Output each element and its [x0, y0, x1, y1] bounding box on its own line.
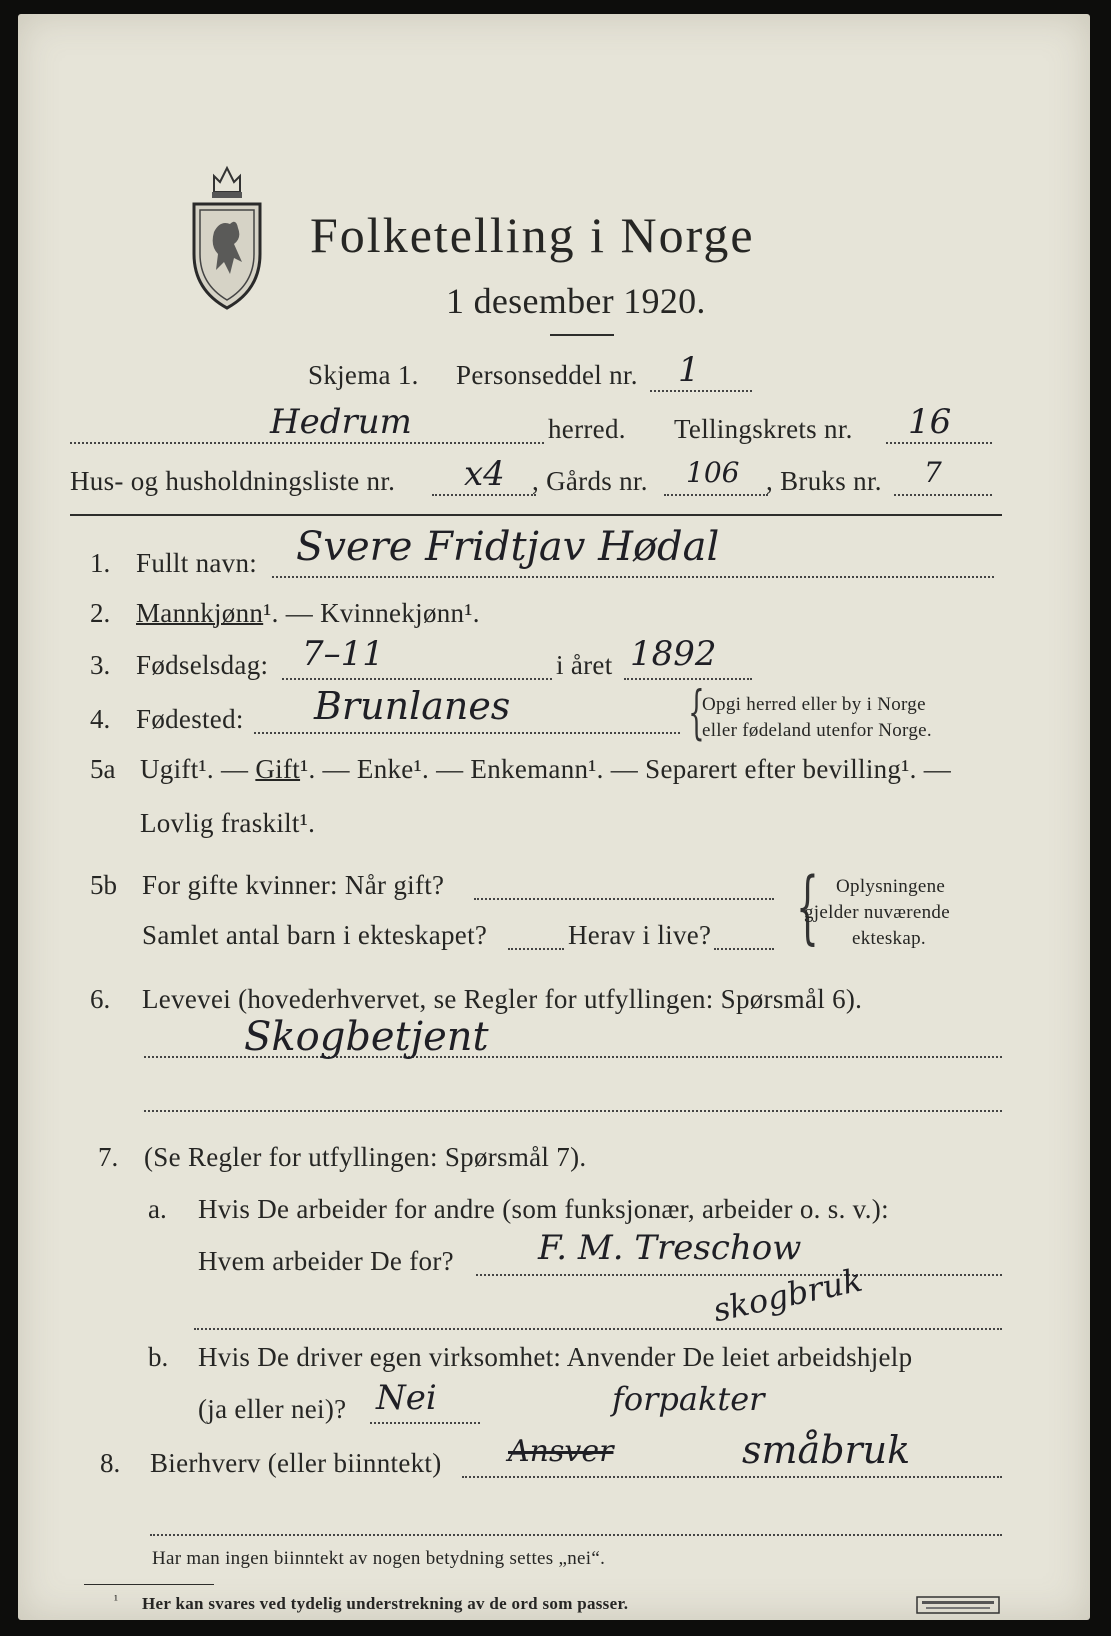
q4-brace: { [688, 678, 705, 746]
q3-number: 3. [90, 650, 111, 680]
q7b-value: Nei [376, 1378, 437, 1418]
q6-number: 6. [90, 984, 111, 1014]
herred-line [70, 442, 544, 444]
footer-note: Har man ingen biinntekt av nogen betydning settes „nei“. [152, 1548, 606, 1569]
q3-year-label: i året [556, 650, 613, 680]
q7-number: 7. [98, 1142, 119, 1172]
personseddel-label: Personseddel nr. [456, 360, 638, 390]
q7a-line-1 [476, 1274, 1002, 1276]
footnote-mark: ¹ [114, 1592, 119, 1607]
q8-value: småbruk [742, 1428, 911, 1472]
q4-note-1: Opgi herred eller by i Norge [702, 694, 926, 715]
q4-label: Fødested: [136, 704, 244, 734]
q7a-letter: a. [148, 1194, 167, 1224]
q5b-brace: { [795, 860, 819, 953]
title-divider [550, 334, 614, 336]
q6-label: Levevei (hovederhvervet, se Regler for utfyllingen: Spørsmål 6). [142, 984, 863, 1014]
hus-value: x4 [464, 454, 505, 494]
q7a-line-2 [194, 1328, 1002, 1330]
census-form [18, 14, 1090, 1620]
q7b-line [370, 1422, 480, 1424]
q8-label: Bierhverv (eller biinntekt) [150, 1448, 442, 1478]
q5a-line2: Lovlig fraskilt¹. [140, 808, 316, 838]
tellingskrets-line [886, 442, 992, 444]
gards-value: 106 [686, 456, 740, 489]
q1-number: 1. [90, 548, 111, 578]
q5b-note-2: gjelder nuværende [804, 902, 950, 923]
q6-value: Skogbetjent [244, 1014, 489, 1060]
census-date: 1 desember 1920. [446, 281, 706, 321]
q7-label: (Se Regler for utfyllingen: Spørsmål 7). [144, 1142, 587, 1172]
q2-number: 2. [90, 598, 111, 628]
tellingskrets-value: 16 [908, 402, 952, 442]
q7b-label-2: (ja eller nei)? [198, 1394, 347, 1424]
q3-line [282, 678, 552, 680]
q8-line-2 [150, 1534, 1002, 1536]
q7a-label-2: Hvem arbeider De for? [198, 1246, 454, 1276]
coat-of-arms-emblem [186, 162, 268, 312]
q2-end: ¹. [464, 598, 480, 628]
q2-female-option: Kvinnekjønn [320, 598, 465, 628]
printer-stamp-icon [916, 1596, 1000, 1614]
form-title: Folketelling i Norge [310, 207, 755, 263]
footnote-rule [84, 1584, 214, 1585]
q5a-number: 5a [90, 754, 116, 784]
q5b-note-3: ekteskap. [852, 928, 926, 949]
q4-number: 4. [90, 704, 111, 734]
q5b-line-1 [474, 898, 774, 900]
gards-label: , Gårds nr. [532, 466, 648, 496]
tellingskrets-label: Tellingskrets nr. [674, 414, 853, 444]
q5b-label-1: For gifte kvinner: Når gift? [142, 870, 445, 900]
q4-value: Brunlanes [314, 684, 511, 728]
q7a-label-1: Hvis De arbeider for andre (som funksjonær, arbeider o. s. v.): [198, 1194, 889, 1224]
q8-line [462, 1476, 1002, 1478]
herred-label: herred. [548, 414, 626, 444]
q4-note-2: eller fødeland utenfor Norge. [702, 720, 932, 741]
bruks-label: , Bruks nr. [766, 466, 882, 496]
footnote-text: Her kan svares ved tydelig understrekning av de ord som passer. [142, 1594, 629, 1613]
q1-line [272, 576, 994, 578]
q5a-ugift-option: Ugift¹. — [140, 754, 249, 784]
q3-value: 7–11 [302, 634, 384, 674]
q3-year-value: 1892 [630, 634, 717, 674]
q5b-note-1: Oplysningene [836, 876, 946, 897]
hus-line [432, 494, 536, 496]
q7a-value: F. M. Treschow [538, 1228, 802, 1268]
q2-options [136, 598, 480, 629]
q5b-label-3: Herav i live? [568, 920, 712, 950]
q2-male-option: Mannkjønn [136, 598, 264, 628]
q8-value-above: forpakter [612, 1380, 765, 1418]
q6-line-2 [144, 1110, 1002, 1112]
q2-separator: ¹. — [263, 598, 321, 628]
personseddel-value: 1 [678, 350, 700, 390]
herred-value: Hedrum [270, 402, 412, 442]
schema-label: Skjema 1. [308, 360, 419, 390]
q1-value: Svere Fridtjav Hødal [296, 524, 720, 570]
gards-line [664, 494, 768, 496]
q5a-options [140, 754, 951, 785]
q5a-other-options: ¹. — Enke¹. — Enkemann¹. — Separert efter bevilling¹. — [300, 754, 952, 784]
bruks-value: 7 [924, 456, 942, 489]
q8-value-struck: Ansver [508, 1434, 614, 1469]
q5b-line-3 [714, 948, 774, 950]
q7b-label-1: Hvis De driver egen virksomhet: Anvender De leiet arbeidshjelp [198, 1342, 913, 1372]
q7a-value-2: skogbruk [709, 1260, 866, 1330]
personseddel-line [650, 390, 752, 392]
header-rule [70, 514, 1002, 516]
q3-label: Fødselsdag: [136, 650, 269, 680]
q1-label: Fullt navn: [136, 548, 258, 578]
bruks-line [894, 494, 992, 496]
q5a-gift-option: Gift [255, 754, 301, 784]
q8-number: 8. [100, 1448, 121, 1478]
hus-label: Hus- og husholdningsliste nr. [70, 466, 396, 496]
q4-line [254, 732, 680, 734]
q5b-label-2: Samlet antal barn i ekteskapet? [142, 920, 488, 950]
q5b-line-2 [508, 948, 564, 950]
q5b-number: 5b [90, 870, 117, 900]
q7b-letter: b. [148, 1342, 169, 1372]
